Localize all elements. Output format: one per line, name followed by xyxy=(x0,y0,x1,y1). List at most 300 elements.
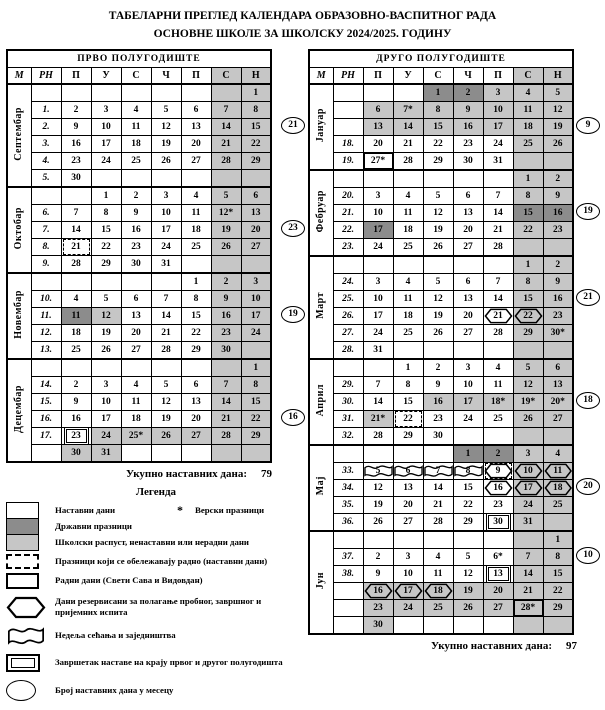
day-cell: 28 xyxy=(423,513,453,531)
total-label: Укупно наставних дана: xyxy=(126,467,247,480)
day-cell: 15 xyxy=(181,307,211,324)
day-cell: 24 xyxy=(393,599,423,616)
column-header-day: С xyxy=(211,67,241,84)
semester-title: ПРВО ПОЛУГОДИШТЕ xyxy=(7,50,271,68)
day-cell: 5 xyxy=(423,187,453,204)
day-cell: 1 xyxy=(543,531,573,549)
state-holidays-swatch xyxy=(6,518,39,535)
day-cell: 17 xyxy=(91,410,121,427)
day-cell xyxy=(151,359,181,377)
day-cell: 30 xyxy=(61,444,91,462)
day-cell: 24 xyxy=(151,238,181,255)
day-cell xyxy=(363,256,393,274)
day-cell: 20 xyxy=(181,135,211,152)
day-cell: 17 xyxy=(91,135,121,152)
page-title-line1: ТАБЕЛАРНИ ПРЕГЛЕД КАЛЕНДАРА ОБРАЗОВНО-ВАСПИТНОГ РАДА xyxy=(108,10,497,22)
day-cell xyxy=(423,256,453,274)
month-label: Јануар xyxy=(309,84,333,170)
day-cell: 23 xyxy=(121,238,151,255)
day-cell: 8 xyxy=(543,548,573,565)
day-cell: 13 xyxy=(363,118,393,135)
day-cell: 21 xyxy=(483,307,513,324)
month-label: Мај xyxy=(309,445,333,531)
day-cell: 9 xyxy=(61,393,91,410)
workweek-index: 12. xyxy=(31,324,61,341)
calendar-week-row xyxy=(7,135,271,152)
month-label: Новембар xyxy=(7,273,31,359)
calendar-week-row xyxy=(309,376,573,393)
day-cell: 27 xyxy=(121,341,151,359)
column-header-day: П xyxy=(483,67,513,84)
semester-title: ДРУГО ПОЛУГОДИШТЕ xyxy=(309,50,573,68)
day-cell: 23 xyxy=(61,152,91,169)
column-header-day: С xyxy=(513,67,543,84)
workweek-index xyxy=(31,84,61,102)
day-cell: 19 xyxy=(453,582,483,599)
workweek-index: 10. xyxy=(31,290,61,307)
day-cell: 9 xyxy=(363,565,393,582)
day-cell: 4 xyxy=(543,445,573,463)
day-cell: 21 xyxy=(393,135,423,152)
page-title xyxy=(0,0,605,44)
day-cell: 30 xyxy=(121,255,151,273)
day-cell: 7 xyxy=(363,376,393,393)
calendar-week-row xyxy=(7,152,271,169)
day-cell: 16 xyxy=(483,479,513,496)
legend-row-exam-days xyxy=(6,596,306,619)
calendar-week-row xyxy=(7,324,271,341)
month-label: Јун xyxy=(309,531,333,634)
calendar-week-row xyxy=(7,427,271,444)
legend-label: Наставни дани xyxy=(55,504,116,515)
month-label: Октобар xyxy=(7,187,31,273)
day-cell: 22 xyxy=(393,410,423,427)
day-cell: 5 xyxy=(363,462,393,479)
day-cell: 15 xyxy=(241,118,271,135)
day-cell: 22 xyxy=(453,496,483,513)
day-cell xyxy=(483,427,513,445)
day-cell: 24 xyxy=(513,496,543,513)
column-header-day: П xyxy=(363,67,393,84)
day-cell: 19 xyxy=(423,307,453,324)
day-cell: 31 xyxy=(363,341,393,359)
teaching-days-swatch xyxy=(6,502,39,519)
second-semester xyxy=(308,49,601,635)
day-cell: 9 xyxy=(483,462,513,479)
day-cell xyxy=(513,616,543,634)
day-cell: 16 xyxy=(121,221,151,238)
day-cell xyxy=(241,255,271,273)
day-cell: 26 xyxy=(91,341,121,359)
calendar-week-row xyxy=(309,238,573,256)
legend xyxy=(6,486,306,701)
day-cell: 1 xyxy=(241,84,271,102)
workweek-index: 25. xyxy=(333,290,363,307)
day-cell: 20 xyxy=(483,582,513,599)
column-header-day: Ч xyxy=(151,67,181,84)
day-cell: 16 xyxy=(423,393,453,410)
day-cell: 2 xyxy=(121,187,151,205)
day-cell: 3 xyxy=(393,548,423,565)
day-cell: 20 xyxy=(453,221,483,238)
calendar-week-row xyxy=(309,221,573,238)
day-cell xyxy=(151,169,181,187)
workweek-index: 7. xyxy=(31,221,61,238)
working-days-swatch xyxy=(6,573,39,589)
day-cell xyxy=(363,445,393,463)
day-cell: 17 xyxy=(151,221,181,238)
day-cell xyxy=(543,616,573,634)
month-label: Децембар xyxy=(7,359,31,462)
calendar-content xyxy=(0,44,605,701)
day-cell: 29 xyxy=(241,152,271,169)
day-cell: 14 xyxy=(211,118,241,135)
day-cell: 15 xyxy=(543,565,573,582)
workweek-index: 18. xyxy=(333,135,363,152)
calendar-week-row xyxy=(309,324,573,341)
day-cell: 3 xyxy=(513,445,543,463)
day-cell: 8 xyxy=(91,204,121,221)
workweek-index: 34. xyxy=(333,479,363,496)
calendar-week-row xyxy=(7,393,271,410)
workweek-index: 21. xyxy=(333,204,363,221)
calendar-week-row xyxy=(309,513,573,531)
legend-row-end-of-classes xyxy=(6,654,306,672)
day-cell: 9 xyxy=(453,101,483,118)
day-cell: 28 xyxy=(483,238,513,256)
legend-label: Број наставних дана у месецу xyxy=(55,684,174,695)
column-header-day: Н xyxy=(543,67,573,84)
day-cell: 6 xyxy=(453,187,483,204)
day-cell: 6 xyxy=(241,187,271,205)
day-cell xyxy=(483,170,513,188)
first-semester-column xyxy=(6,49,306,701)
month-teaching-days-circle: 9 xyxy=(576,117,600,134)
day-cell: 13 xyxy=(181,118,211,135)
column-header-month: М xyxy=(7,67,31,84)
day-cell: 23 xyxy=(453,135,483,152)
month-teaching-days-circle: 20 xyxy=(576,478,600,495)
legend-row-teaching-days xyxy=(6,502,306,519)
day-cell: 25 xyxy=(181,238,211,255)
first-semester-table xyxy=(6,49,272,463)
day-cell: 14 xyxy=(483,204,513,221)
calendar-week-row xyxy=(309,118,573,135)
day-cell: 18* xyxy=(483,393,513,410)
day-cell: 13 xyxy=(453,290,483,307)
day-cell xyxy=(241,169,271,187)
day-cell xyxy=(121,273,151,291)
second-semester-table xyxy=(308,49,574,635)
day-cell xyxy=(121,84,151,102)
calendar-week-row xyxy=(309,256,573,274)
day-cell: 15 xyxy=(241,393,271,410)
day-cell: 10 xyxy=(363,204,393,221)
calendar-week-row xyxy=(7,444,271,462)
day-cell: 6 xyxy=(393,462,423,479)
day-cell: 21 xyxy=(61,238,91,255)
day-cell xyxy=(483,256,513,274)
day-cell: 2 xyxy=(543,256,573,274)
day-cell: 18 xyxy=(543,479,573,496)
day-cell: 18 xyxy=(61,324,91,341)
day-cell: 17 xyxy=(453,393,483,410)
day-cell: 3 xyxy=(483,84,513,102)
day-cell: 5 xyxy=(151,376,181,393)
day-cell: 7 xyxy=(151,290,181,307)
workweek-index: 31. xyxy=(333,410,363,427)
day-cell: 21 xyxy=(211,410,241,427)
day-cell: 22 xyxy=(423,135,453,152)
day-cell: 12 xyxy=(151,393,181,410)
day-cell: 7* xyxy=(393,101,423,118)
legend-row-working-days xyxy=(6,573,306,589)
day-cell: 1 xyxy=(393,359,423,377)
calendar-week-row xyxy=(7,290,271,307)
day-cell: 30 xyxy=(211,341,241,359)
month-teaching-days-circle: 18 xyxy=(576,392,600,409)
workweek-index: 2. xyxy=(31,118,61,135)
day-cell: 21 xyxy=(211,135,241,152)
day-cell: 27 xyxy=(181,152,211,169)
workweek-index xyxy=(333,170,363,188)
day-cell: 3 xyxy=(453,359,483,377)
legend-label: Дани резервисани за полагање пробног, завршног и пријемних испита xyxy=(55,596,262,618)
day-cell: 2 xyxy=(61,101,91,118)
calendar-week-row xyxy=(309,101,573,118)
workweek-index: 33. xyxy=(333,462,363,479)
day-cell: 13 xyxy=(393,479,423,496)
day-cell: 22 xyxy=(513,221,543,238)
workweek-index: 8. xyxy=(31,238,61,255)
workweek-index: 1. xyxy=(31,101,61,118)
day-cell: 8 xyxy=(423,101,453,118)
calendar-week-row xyxy=(7,359,271,377)
total-value: 97 xyxy=(566,639,577,652)
column-header-day: С xyxy=(423,67,453,84)
legend-label: Радни дани (Свети Сава и Видовдан) xyxy=(55,575,203,586)
day-cell: 29 xyxy=(423,152,453,170)
day-cell xyxy=(181,169,211,187)
day-cell: 8 xyxy=(513,187,543,204)
workweek-index: 11. xyxy=(31,307,61,324)
calendar-week-row xyxy=(309,565,573,582)
day-cell: 15 xyxy=(453,479,483,496)
day-cell: 4 xyxy=(513,84,543,102)
day-cell: 3 xyxy=(91,376,121,393)
workweek-index: 4. xyxy=(31,152,61,169)
day-cell: 9 xyxy=(543,187,573,204)
day-cell: 27 xyxy=(543,410,573,427)
column-header-day: С xyxy=(121,67,151,84)
day-cell xyxy=(363,359,393,377)
day-cell: 20 xyxy=(181,410,211,427)
day-cell: 21 xyxy=(151,324,181,341)
calendar-week-row xyxy=(7,238,271,255)
workweek-index: 17. xyxy=(31,427,61,444)
day-cell: 24 xyxy=(363,238,393,256)
workweek-index xyxy=(31,187,61,205)
day-cell: 11 xyxy=(393,290,423,307)
day-cell: 11 xyxy=(121,118,151,135)
day-cell xyxy=(181,444,211,462)
calendar-week-row xyxy=(7,204,271,221)
day-cell: 17 xyxy=(393,582,423,599)
day-cell: 12 xyxy=(91,307,121,324)
day-cell xyxy=(423,170,453,188)
first-semester xyxy=(6,49,306,463)
day-cell: 13 xyxy=(121,307,151,324)
day-cell: 29 xyxy=(91,255,121,273)
day-cell: 8 xyxy=(393,376,423,393)
workweek-index: 19. xyxy=(333,152,363,170)
day-cell: 28 xyxy=(151,341,181,359)
day-cell xyxy=(513,427,543,445)
day-cell: 6 xyxy=(543,359,573,377)
day-cell: 26 xyxy=(363,513,393,531)
day-cell: 6 xyxy=(363,101,393,118)
day-cell: 25 xyxy=(121,152,151,169)
day-cell: 30 xyxy=(483,513,513,531)
day-cell: 4 xyxy=(61,290,91,307)
day-cell: 30 xyxy=(363,616,393,634)
day-cell: 5 xyxy=(543,84,573,102)
day-cell: 20* xyxy=(543,393,573,410)
day-cell: 22 xyxy=(513,307,543,324)
second-semester-total xyxy=(308,640,601,652)
day-cell xyxy=(543,427,573,445)
day-cell: 4 xyxy=(121,376,151,393)
calendar-week-row xyxy=(7,187,271,205)
day-cell: 19 xyxy=(151,410,181,427)
day-cell: 20 xyxy=(241,221,271,238)
calendar-week-row xyxy=(309,170,573,188)
day-cell: 17 xyxy=(483,118,513,135)
workweek-index: 23. xyxy=(333,238,363,256)
day-cell: 16 xyxy=(61,410,91,427)
day-cell: 14 xyxy=(363,393,393,410)
day-cell xyxy=(483,531,513,549)
day-cell: 29 xyxy=(513,324,543,341)
legend-label: Државни празници xyxy=(55,521,132,532)
day-cell: 3 xyxy=(151,187,181,205)
day-cell xyxy=(151,84,181,102)
day-cell: 15 xyxy=(91,221,121,238)
day-cell: 7 xyxy=(211,376,241,393)
page-title-line2: ОСНОВНЕ ШКОЛЕ ЗА ШКОЛСКУ 2024/2025. ГОДИНУ xyxy=(153,27,452,40)
day-cell: 21 xyxy=(423,496,453,513)
day-cell xyxy=(121,444,151,462)
day-cell: 18 xyxy=(181,221,211,238)
day-cell: 7 xyxy=(61,204,91,221)
calendar-week-row xyxy=(309,341,573,359)
day-cell: 5 xyxy=(211,187,241,205)
day-cell xyxy=(211,255,241,273)
first-semester-total xyxy=(6,468,306,480)
calendar-week-row xyxy=(7,221,271,238)
day-cell: 19 xyxy=(91,324,121,341)
day-cell: 13 xyxy=(483,565,513,582)
day-cell: 10 xyxy=(91,393,121,410)
day-cell xyxy=(241,341,271,359)
day-cell: 14 xyxy=(513,565,543,582)
day-cell: 22 xyxy=(241,410,271,427)
day-cell: 22 xyxy=(543,582,573,599)
day-cell: 14 xyxy=(151,307,181,324)
day-cell: 27 xyxy=(393,513,423,531)
day-cell: 25 xyxy=(423,599,453,616)
day-cell: 5 xyxy=(91,290,121,307)
day-cell: 14 xyxy=(211,393,241,410)
day-cell: 2 xyxy=(363,548,393,565)
calendar-week-row xyxy=(309,135,573,152)
month-teaching-days-circle: 21 xyxy=(576,289,600,306)
day-cell xyxy=(181,255,211,273)
column-header-day: П xyxy=(181,67,211,84)
day-cell: 4 xyxy=(483,359,513,377)
day-cell: 26 xyxy=(423,324,453,341)
day-cell: 19 xyxy=(151,135,181,152)
day-cell: 31 xyxy=(151,255,181,273)
day-cell xyxy=(181,84,211,102)
day-cell xyxy=(393,445,423,463)
month-label: Септембар xyxy=(7,84,31,187)
calendar-week-row xyxy=(309,479,573,496)
day-cell: 26 xyxy=(453,599,483,616)
day-cell: 9 xyxy=(211,290,241,307)
day-cell: 2 xyxy=(543,170,573,188)
day-cell xyxy=(211,84,241,102)
day-cell: 4 xyxy=(181,187,211,205)
day-cell xyxy=(211,444,241,462)
day-cell: 7 xyxy=(211,101,241,118)
workweek-index xyxy=(333,445,363,463)
day-cell: 6 xyxy=(121,290,151,307)
day-cell: 19 xyxy=(211,221,241,238)
day-cell: 11 xyxy=(483,376,513,393)
day-cell: 28 xyxy=(61,255,91,273)
day-cell xyxy=(543,341,573,359)
calendar-week-row xyxy=(309,616,573,634)
day-cell: 19 xyxy=(543,118,573,135)
calendar-week-row xyxy=(7,255,271,273)
workweek-index: 13. xyxy=(31,341,61,359)
workweek-index: 9. xyxy=(31,255,61,273)
calendar-week-row xyxy=(309,531,573,549)
day-cell: 10 xyxy=(513,462,543,479)
workweek-index: 15. xyxy=(31,393,61,410)
day-cell xyxy=(151,444,181,462)
day-cell: 11 xyxy=(513,101,543,118)
workweek-index xyxy=(333,101,363,118)
column-header-day: Ч xyxy=(453,67,483,84)
day-cell xyxy=(483,616,513,634)
day-cell: 1 xyxy=(513,170,543,188)
workweek-index xyxy=(333,599,363,616)
calendar-week-row xyxy=(7,273,271,291)
day-cell: 25 xyxy=(483,410,513,427)
day-cell: 8 xyxy=(241,376,271,393)
day-cell: 18 xyxy=(423,582,453,599)
second-semester-column xyxy=(308,49,601,701)
day-cell: 24 xyxy=(483,135,513,152)
exam-days-hexagon-icon xyxy=(6,596,46,619)
day-cell: 11 xyxy=(393,204,423,221)
day-cell: 17 xyxy=(363,307,393,324)
calendar-week-row xyxy=(309,187,573,204)
workweek-index xyxy=(333,84,363,102)
day-cell xyxy=(393,616,423,634)
